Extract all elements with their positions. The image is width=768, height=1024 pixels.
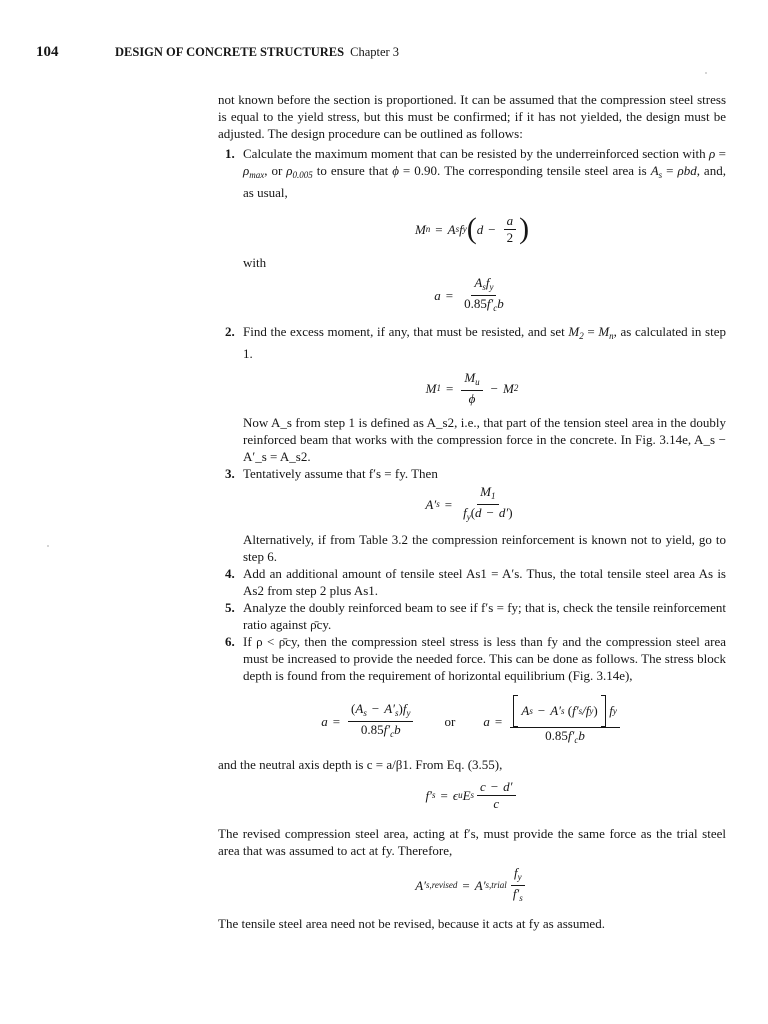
- step-3: [218, 465, 726, 482]
- step-3-text: Tentatively assume that f′s = fy. Then: [243, 466, 438, 481]
- book-title: [115, 45, 399, 60]
- step-5-number: 5.: [225, 600, 235, 615]
- equation-m1: M 1 = $\frac{M_u}{\phi}$ − M 2: [425, 369, 519, 406]
- chapter-label: Chapter 3: [350, 45, 400, 59]
- intro-paragraph: not known before the section is proportioned. It can be assumed that the compression steel stress is equal to the yield stress, but this must be confirmed; if it has not yielded, the design must be adjusted. The design procedure can be outlined as follows:: [218, 92, 726, 141]
- final-text: The tensile steel area need not be revised, because it acts at fy as assumed.: [218, 916, 605, 931]
- step-4-text: Add an additional amount of tensile steel As1 = A′s. Thus, the total tensile steel area As is As2 from step 2 plus As1.: [243, 566, 726, 598]
- step-5: [218, 599, 726, 633]
- step-3-number: 3.: [225, 466, 235, 481]
- step-1-text-c: . The corresponding tensile steel area is: [436, 163, 651, 178]
- equation-fs-prime: f′ s = ϵ u E s $\frac{c - d'}{c}$: [218, 773, 726, 817]
- step-1-text-d: , and, as usual,: [243, 163, 726, 200]
- step-1-text-a: Calculate the maximum moment that can be resisted by the underreinforced section with: [243, 146, 709, 161]
- equation-a: a = $\frac{A_sf_y}{0.85f'_cb}$: [434, 274, 504, 313]
- page-number: 104: [36, 44, 59, 60]
- step-6: [218, 633, 726, 684]
- step-1: 1. Calculate the maximum moment that can be resisted by the underreinforced section with $\rho = \rho_{max}$, or $\rho_{0.005}$ to ensure that ϕ = 0.90. The corresponding tensile steel area is $A_s = \rho bd$, and, as usual,: [225, 146, 726, 200]
- book-title-text: DESIGN OF CONCRETE STRUCTURES: [115, 45, 345, 59]
- step-2-continuation: Now A_s from step 1 is defined as A_s2, i.e., that part of the tension steel area in the doubly reinforced beam that works with the compression force in the concrete. In Fig. 3.14e, A_s − A′_s = A_s2.: [243, 415, 726, 464]
- equation-mn: M n = A s f y ( d − $\frac{a}{2}$ ): [414, 212, 530, 245]
- scan-speck: [47, 545, 49, 547]
- equation-a-alternatives: a = $\frac{(A_s - A'_s)f_y}{0.85f'_cb}$ or a = A s − A′ s ( f′ s /f y ) f y $0.85f'_cb$: [218, 690, 726, 752]
- neutral-axis-text: and the neutral axis depth is c = a/β1. From Eq. (3.55),: [218, 757, 503, 772]
- step-6-number: 6.: [225, 634, 235, 649]
- step-2-text: Find the excess moment, if any, that must be resisted, and set: [243, 324, 569, 339]
- equation-as-prime: A′ s = $\frac{M_1}{f_y(d - d')}$: [425, 483, 513, 522]
- step-2-number: 2.: [225, 324, 235, 339]
- step-6-text: If ρ < ρ̄cy, then the compression steel stress is less than fy and the compression steel area must be increased to provide the needed force. This can be done as follows. The stress block depth is found from the requirement of horizontal equilibrium (Fig. 3.14e),: [243, 634, 726, 683]
- step-3-continuation: Alternatively, if from Table 3.2 the compression reinforcement is known not to yield, go to step 6.: [243, 532, 726, 564]
- scan-speck: [705, 72, 707, 74]
- step-4-number: 4.: [225, 566, 235, 581]
- step-1-number: 1.: [225, 146, 235, 161]
- step-4: [218, 565, 726, 599]
- body-text: [218, 91, 726, 932]
- step-1-text-b: to ensure that: [312, 163, 393, 178]
- with-label-text: with: [243, 255, 267, 270]
- or-label: or: [444, 713, 456, 729]
- revised-area-text: The revised compression steel area, acting at f′s, must provide the same force as the trial steel area that was assumed to act at fy. Therefore,: [218, 826, 726, 858]
- with-label: [218, 254, 726, 271]
- equation-as-revised: A′ s,revised = A′ s,trial $\frac{f_y}{f'_s}$: [415, 864, 523, 903]
- step-5-text: Analyze the doubly reinforced beam to see if f′s = fy; that is, check the tensile reinforcement ratio against ρ̄cy.: [243, 600, 726, 632]
- step-2-text-b: , as calculated in step 1.: [243, 324, 726, 361]
- step-2: 2. Find the excess moment, if any, that must be resisted, and set $M_2 = M_n$, as calculated in step 1.: [225, 324, 726, 361]
